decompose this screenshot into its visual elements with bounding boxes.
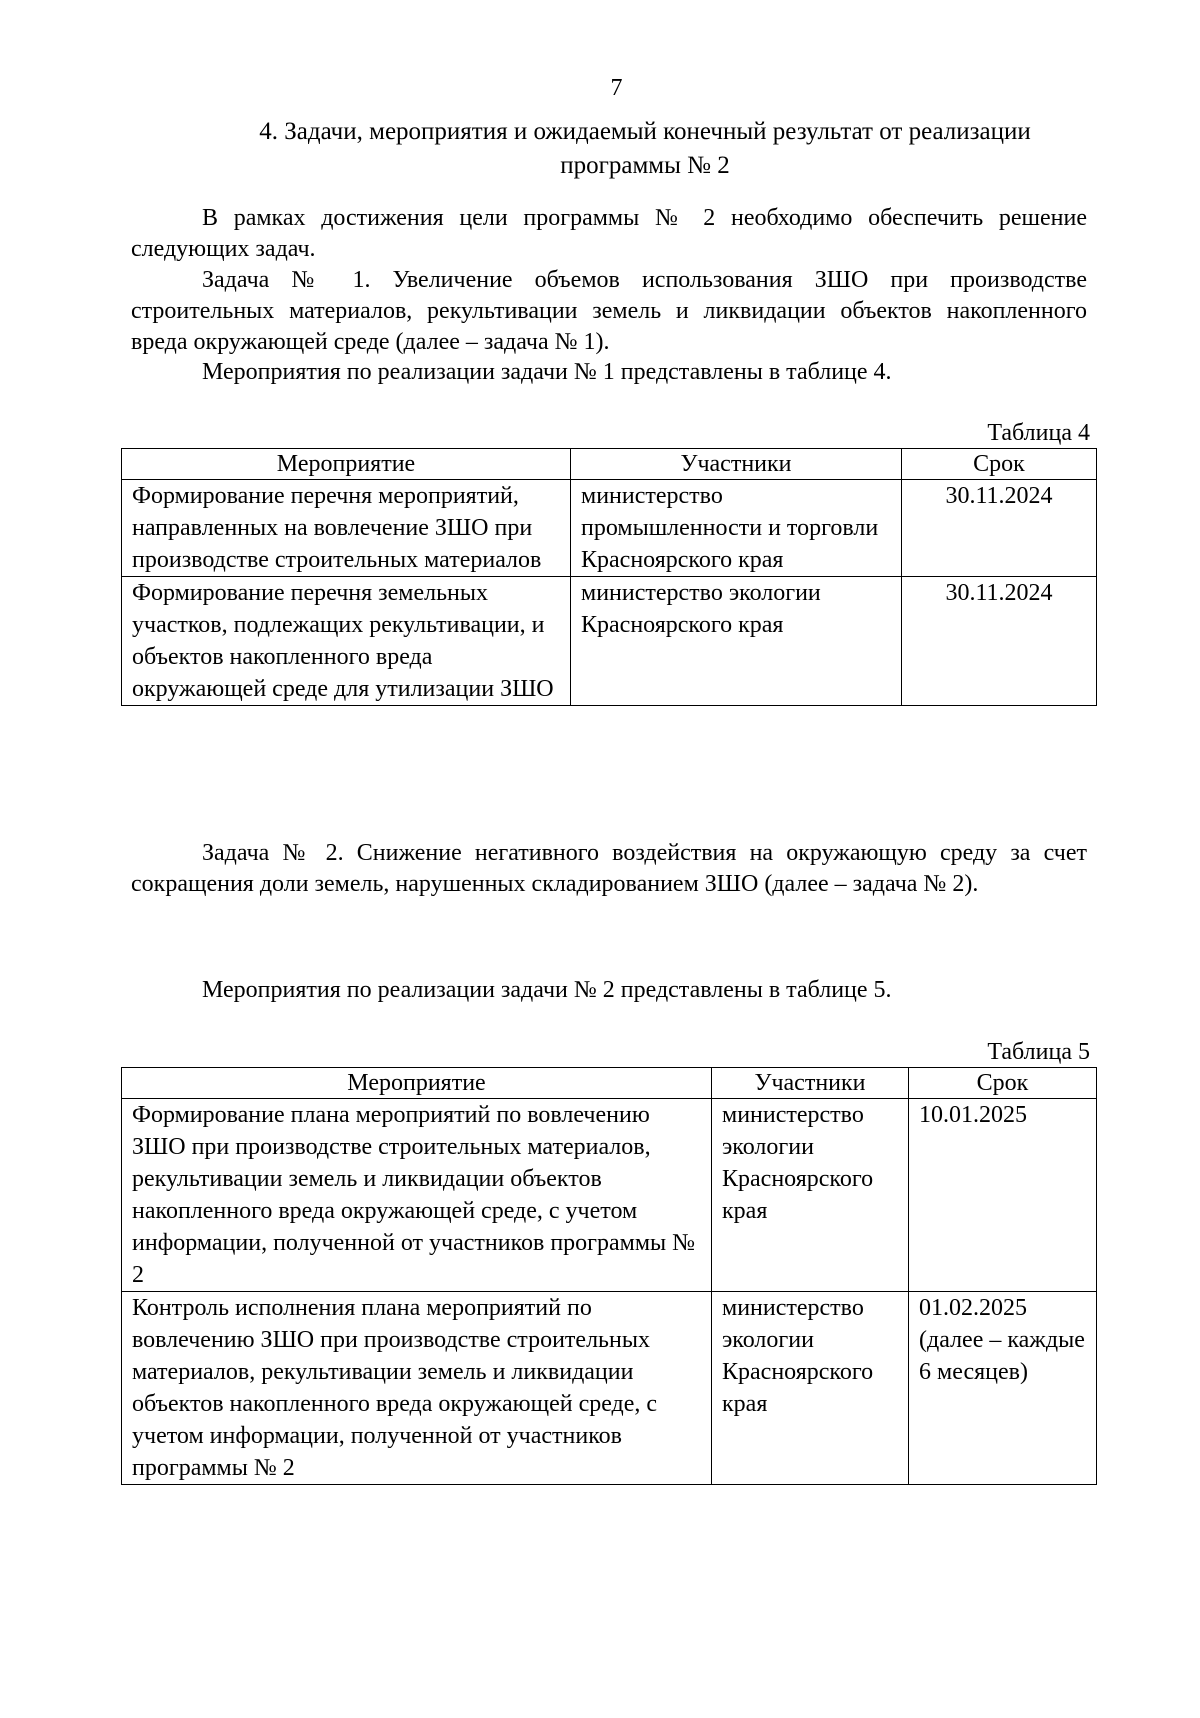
table4-row1-participants: министерство промышленности и торговли Красноярского края: [571, 480, 902, 577]
table4-row2-participants: министерство экологии Красноярского края: [571, 577, 902, 706]
table5-header-participants: Участники: [712, 1068, 909, 1099]
page-number: 7: [610, 75, 623, 101]
table4-header-activity: Мероприятие: [122, 449, 571, 480]
section-heading-line2: программы № 2: [560, 152, 730, 179]
table5-row2-activity: Контроль исполнения плана мероприятий по вовлечению ЗШО при производстве строительных материалов, рекультивации земель и ликвидации объектов накопленного вреда окружающей среде, с учетом информации, полученной от участников программы № 2: [122, 1292, 712, 1485]
table5-header-row: [122, 1068, 1097, 1099]
table4-header-row: [122, 449, 1097, 480]
table4-row1-deadline: 30.11.2024: [902, 480, 1097, 577]
table5-header-deadline: Срок: [909, 1068, 1097, 1099]
table4-row2-activity: Формирование перечня земельных участков, подлежащих рекультивации, и объектов накопленного вреда окружающей среде для утилизации ЗШО: [122, 577, 571, 706]
table4-row2-deadline: 30.11.2024: [902, 577, 1097, 706]
table5-caption: Таблица 5: [987, 1039, 1090, 1065]
table-row: [122, 1099, 1097, 1292]
task1-paragraph: [131, 265, 1087, 358]
table4: [121, 448, 1097, 706]
table-row: [122, 1292, 1097, 1485]
table5-row1-deadline: 10.01.2025: [909, 1099, 1097, 1292]
table4-row1-activity: Формирование перечня мероприятий, направленных на вовлечение ЗШО при производстве строительных материалов: [122, 480, 571, 577]
table4-header-participants: Участники: [571, 449, 902, 480]
intro-text: В рамках достижения цели программы № 2 необходимо обеспечить решение следующих задач.: [131, 205, 1087, 262]
task2-reference: Мероприятия по реализации задачи № 2 представлены в таблице 5.: [202, 977, 892, 1003]
task2-text: Задача № 2. Снижение негативного воздействия на окружающую среду за счет сокращения доли земель, нарушенных складированием ЗШО (далее – задача № 2).: [131, 840, 1087, 897]
table5-row2-deadline: 01.02.2025 (далее – каждые 6 месяцев): [909, 1292, 1097, 1485]
table-row: [122, 480, 1097, 577]
table4-caption: Таблица 4: [987, 420, 1090, 446]
table5-row1-participants: министерство экологии Красноярского края: [712, 1099, 909, 1292]
table-row: [122, 577, 1097, 706]
task1-text: Задача № 1. Увеличение объемов использования ЗШО при производстве строительных материалов, рекультивации земель и ликвидации объектов накопленного вреда окружающей среде (далее – задача № 1).: [131, 267, 1087, 355]
task2-paragraph: [131, 838, 1087, 900]
section-heading: [175, 115, 1115, 183]
table5-header-activity: Мероприятие: [122, 1068, 712, 1099]
intro-paragraph: [131, 203, 1087, 265]
task1-reference: Мероприятия по реализации задачи № 1 представлены в таблице 4.: [202, 359, 892, 385]
table4-header-deadline: Срок: [902, 449, 1097, 480]
table5: [121, 1067, 1097, 1485]
table5-row2-participants: министерство экологии Красноярского края: [712, 1292, 909, 1485]
table5-row1-activity: Формирование плана мероприятий по вовлечению ЗШО при производстве строительных материалов, рекультивации земель и ликвидации объектов накопленного вреда окружающей среде, с учетом информации, полученной от участников программы № 2: [122, 1099, 712, 1292]
section-heading-line1: 4. Задачи, мероприятия и ожидаемый конечный результат от реализации: [259, 118, 1031, 145]
